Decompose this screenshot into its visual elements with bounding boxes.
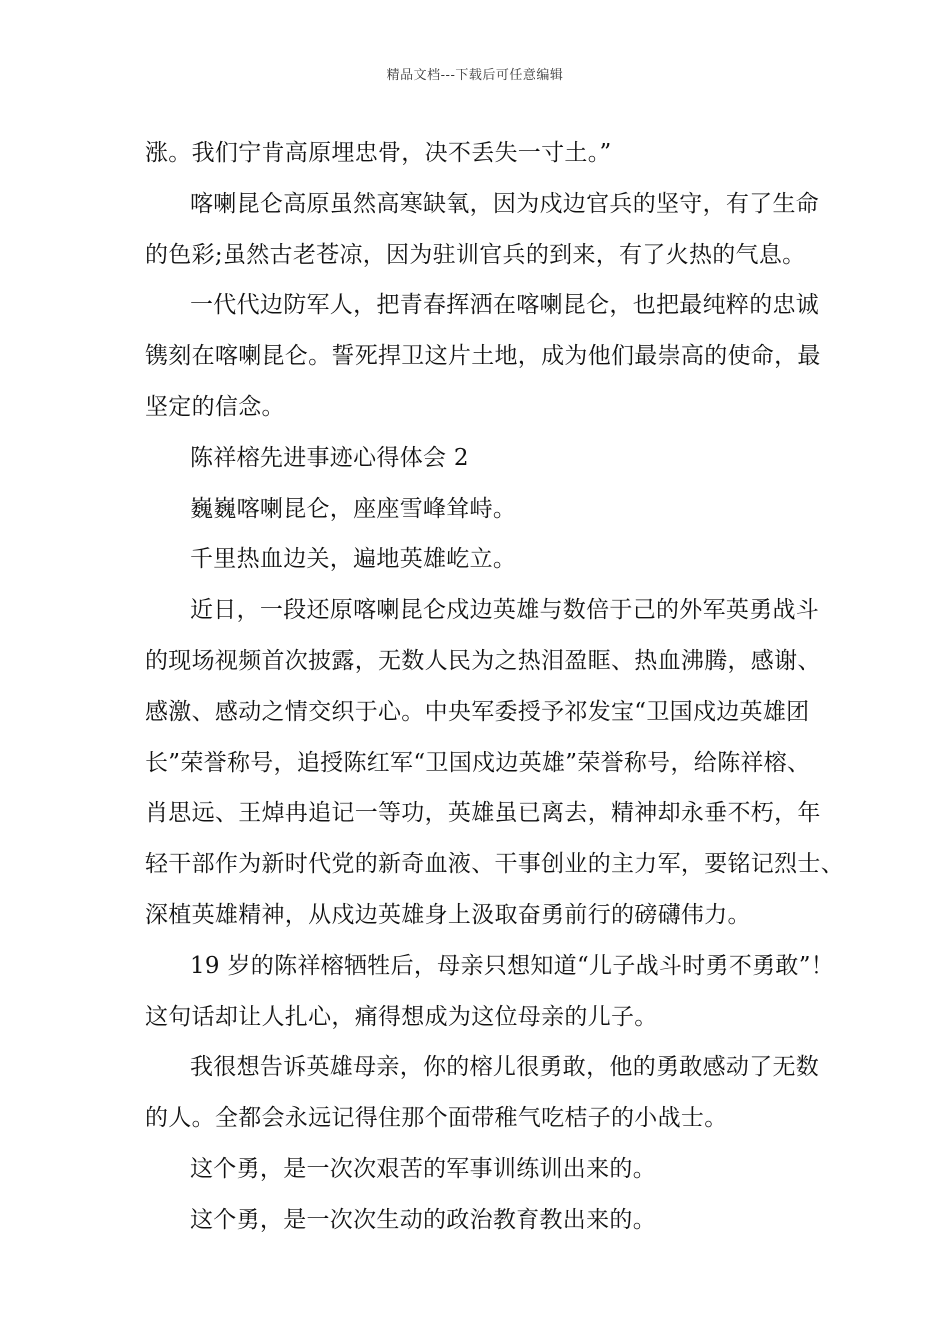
text-line: 涨。我们宁肯高原埋忠骨，决不丢失一寸土。” <box>145 140 612 166</box>
text-line: 的现场视频首次披露，无数人民为之热泪盈眶、热血沸腾，感谢、 <box>145 647 821 674</box>
text-line: 喀喇昆仑高原虽然高寒缺氧，因为戍边官兵的坚守，有了生命 <box>190 190 820 217</box>
text-line: 肖思远、王焯冉追记一等功，英雄虽已离去，精神却永垂不朽，年 <box>145 800 821 827</box>
text-line: 轻干部作为新时代党的新奇血液、干事创业的主力军，要铭记烈士、 <box>145 851 844 878</box>
text-line: 感激、感动之情交织于心。中央军委授予祁发宝“卫国戍边英雄团 <box>145 698 810 725</box>
text-line: 一代代边防军人，把青春挥洒在喀喇昆仑，也把最纯粹的忠诚 <box>190 292 820 319</box>
page-header: 精品文档---下载后可任意编辑 <box>386 68 564 83</box>
text-line: 的色彩;虽然古老苍凉，因为驻训官兵的到来，有了火热的气息。 <box>145 241 806 268</box>
text-line: 千里热血边关，遍地英雄屹立。 <box>190 546 517 573</box>
text-line: 坚定的信念。 <box>145 393 285 420</box>
text-line: 巍巍喀喇昆仑，座座雪峰耸峙。 <box>190 495 517 522</box>
text-line: 的人。全都会永远记得住那个面带稚气吃桔子的小战士。 <box>145 1105 728 1132</box>
text-line: 近日，一段还原喀喇昆仑戍边英雄与数倍于己的外军英勇战斗 <box>190 597 820 624</box>
text-line: 19 岁的陈祥榕牺牲后，母亲只想知道“儿子战斗时勇不勇敢”！ <box>190 952 835 979</box>
text-line: 长”荣誉称号，追授陈红军“卫国戍边英雄”荣誉称号，给陈祥榕、 <box>145 749 811 776</box>
text-line: 镌刻在喀喇昆仑。誓死捍卫这片土地，成为他们最崇高的使命，最 <box>145 343 821 370</box>
text-line: 我很想告诉英雄母亲，你的榕儿很勇敢，他的勇敢感动了无数 <box>190 1054 820 1081</box>
section-title: 陈祥榕先进事迹心得体会 2 <box>190 444 469 471</box>
document-body <box>145 128 844 1246</box>
text-line: 这个勇，是一次次艰苦的军事训练训出来的。 <box>190 1155 656 1182</box>
text-line: 这个勇，是一次次生动的政治教育教出来的。 <box>190 1206 656 1233</box>
text-line: 这句话却让人扎心，痛得想成为这位母亲的儿子。 <box>145 1003 658 1030</box>
text-line: 深植英雄精神，从戍边英雄身上汲取奋勇前行的磅礴伟力。 <box>145 901 751 928</box>
